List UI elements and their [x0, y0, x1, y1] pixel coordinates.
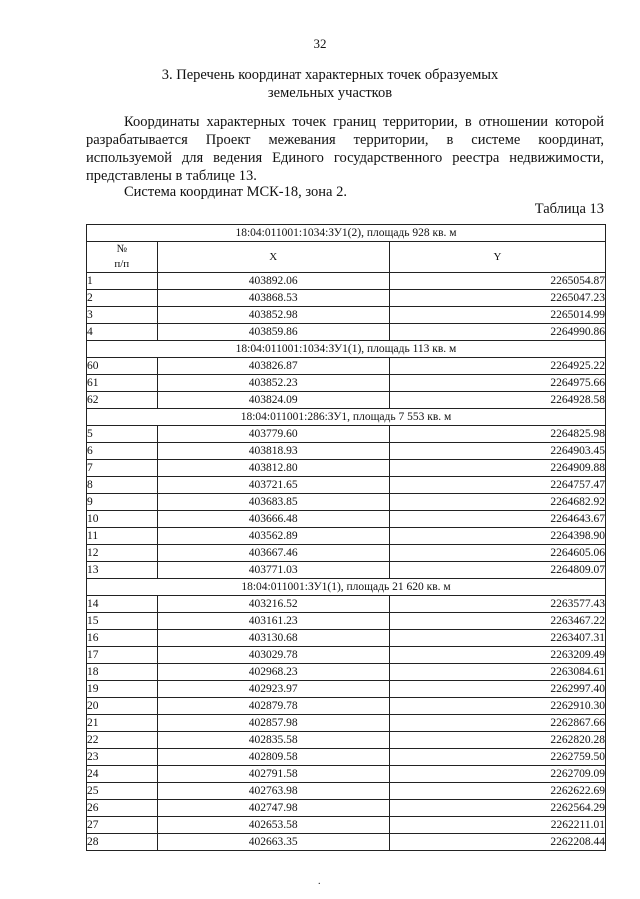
table-row: [87, 426, 606, 443]
coord-y: 2263467.22: [389, 613, 605, 630]
coord-y: 2265054.87: [389, 273, 605, 290]
coord-x: 403859.86: [157, 324, 389, 341]
table-row: [87, 749, 606, 766]
coord-x: 403216.52: [157, 596, 389, 613]
coordinates-table: [86, 224, 606, 851]
section-title-row: [87, 341, 606, 358]
coord-x: 403868.53: [157, 290, 389, 307]
page-number: 32: [313, 36, 327, 51]
coord-x: 403667.46: [157, 545, 389, 562]
table-header-row: [87, 242, 606, 273]
point-number: 14: [87, 596, 158, 613]
table-row: [87, 647, 606, 664]
header-x: X: [157, 242, 389, 273]
coord-y: 2262622.69: [389, 783, 605, 800]
section-title: 18:04:011001:1034:ЗУ1(2), площадь 928 кв. м: [87, 225, 606, 242]
coord-y: 2262997.40: [389, 681, 605, 698]
section-title-row: [87, 225, 606, 242]
coord-y: 2263209.49: [389, 647, 605, 664]
coord-y: 2264903.45: [389, 443, 605, 460]
section-title-row: [87, 409, 606, 426]
coord-y: 2263407.31: [389, 630, 605, 647]
table-row: [87, 545, 606, 562]
coord-y: 2264605.06: [389, 545, 605, 562]
coord-y: 2264925.22: [389, 358, 605, 375]
coord-x: 402809.58: [157, 749, 389, 766]
coord-x: 403161.23: [157, 613, 389, 630]
point-number: 62: [87, 392, 158, 409]
coord-x: 403721.65: [157, 477, 389, 494]
coord-y: 2262820.28: [389, 732, 605, 749]
table-row: [87, 613, 606, 630]
point-number: 1: [87, 273, 158, 290]
point-number: 21: [87, 715, 158, 732]
header-y: Y: [389, 242, 605, 273]
table-row: [87, 494, 606, 511]
coord-y: 2262211.01: [389, 817, 605, 834]
table-row: [87, 783, 606, 800]
coord-x: 403826.87: [157, 358, 389, 375]
coord-y: 2264825.98: [389, 426, 605, 443]
table-row: [87, 358, 606, 375]
point-number: 6: [87, 443, 158, 460]
coord-y: 2262867.66: [389, 715, 605, 732]
point-number: 12: [87, 545, 158, 562]
section-title: 18:04:011001:286:ЗУ1, площадь 7 553 кв. м: [87, 409, 606, 426]
table-row: [87, 596, 606, 613]
table-row: [87, 443, 606, 460]
coord-y: 2263577.43: [389, 596, 605, 613]
coordinate-system-text: Система координат МСК-18, зона 2.: [124, 184, 347, 200]
coord-x: 402923.97: [157, 681, 389, 698]
point-number: 23: [87, 749, 158, 766]
intro-paragraph: Координаты характерных точек границ территории, в отношении которой разрабатывается Проект межевания территории, в системе координат, используемой для ведения Единого государственного реестра недвижимости, представлены в таблице 13.: [86, 114, 604, 184]
point-number: 8: [87, 477, 158, 494]
point-number: 16: [87, 630, 158, 647]
point-number: 4: [87, 324, 158, 341]
point-number: 25: [87, 783, 158, 800]
point-number: 28: [87, 834, 158, 851]
table-row: [87, 698, 606, 715]
coord-y: 2264909.88: [389, 460, 605, 477]
coord-y: 2265047.23: [389, 290, 605, 307]
coord-x: 403771.03: [157, 562, 389, 579]
table-caption: Таблица 13: [534, 201, 604, 217]
point-number: 61: [87, 375, 158, 392]
coord-x: 403683.85: [157, 494, 389, 511]
table-row: [87, 290, 606, 307]
coord-x: 402747.98: [157, 800, 389, 817]
coord-y: 2264682.92: [389, 494, 605, 511]
point-number: 10: [87, 511, 158, 528]
table-row: [87, 664, 606, 681]
table-row: [87, 460, 606, 477]
coord-x: 402763.98: [157, 783, 389, 800]
point-number: 22: [87, 732, 158, 749]
coord-x: 403824.09: [157, 392, 389, 409]
coord-x: 402653.58: [157, 817, 389, 834]
section-heading: [110, 66, 550, 102]
point-number: 15: [87, 613, 158, 630]
coord-x: 403812.80: [157, 460, 389, 477]
table-row: [87, 273, 606, 290]
coord-y: 2262709.09: [389, 766, 605, 783]
table-row: [87, 817, 606, 834]
coord-x: 403818.93: [157, 443, 389, 460]
point-number: 19: [87, 681, 158, 698]
coord-x: 402857.98: [157, 715, 389, 732]
coord-y: 2264809.07: [389, 562, 605, 579]
coord-x: 402663.35: [157, 834, 389, 851]
table-row: [87, 681, 606, 698]
coord-x: 402968.23: [157, 664, 389, 681]
table-row: [87, 528, 606, 545]
section-title-row: [87, 579, 606, 596]
point-number: 5: [87, 426, 158, 443]
coord-x: 403852.23: [157, 375, 389, 392]
coord-x: 403852.98: [157, 307, 389, 324]
point-number: 60: [87, 358, 158, 375]
coord-x: 403892.06: [157, 273, 389, 290]
table-row: [87, 715, 606, 732]
footer-mark: .: [318, 876, 321, 887]
point-number: 3: [87, 307, 158, 324]
point-number: 18: [87, 664, 158, 681]
table-row: [87, 392, 606, 409]
point-number: 13: [87, 562, 158, 579]
heading-line-1: 3. Перечень координат характерных точек образуемых: [161, 67, 499, 83]
coord-y: 2264643.67: [389, 511, 605, 528]
point-number: 27: [87, 817, 158, 834]
header-num: № п/п: [87, 242, 158, 273]
coord-x: 403779.60: [157, 426, 389, 443]
coord-y: 2262208.44: [389, 834, 605, 851]
coord-y: 2265014.99: [389, 307, 605, 324]
point-number: 2: [87, 290, 158, 307]
point-number: 7: [87, 460, 158, 477]
table-row: [87, 834, 606, 851]
coord-x: 403029.78: [157, 647, 389, 664]
table-row: [87, 307, 606, 324]
section-title: 18:04:011001:1034:ЗУ1(1), площадь 113 кв. м: [87, 341, 606, 358]
point-number: 24: [87, 766, 158, 783]
coord-y: 2264975.66: [389, 375, 605, 392]
coord-y: 2264990.86: [389, 324, 605, 341]
point-number: 11: [87, 528, 158, 545]
point-number: 20: [87, 698, 158, 715]
coord-y: 2262759.50: [389, 749, 605, 766]
table-row: [87, 324, 606, 341]
coord-y: 2264928.58: [389, 392, 605, 409]
coord-x: 402791.58: [157, 766, 389, 783]
heading-line-2: земельных участков: [267, 85, 393, 101]
coord-x: 402879.78: [157, 698, 389, 715]
coord-x: 403130.68: [157, 630, 389, 647]
section-title: 18:04:011001:ЗУ1(1), площадь 21 620 кв. м: [87, 579, 606, 596]
coord-y: 2264398.90: [389, 528, 605, 545]
point-number: 9: [87, 494, 158, 511]
coord-y: 2262910.30: [389, 698, 605, 715]
table-row: [87, 732, 606, 749]
table-row: [87, 375, 606, 392]
table-row: [87, 800, 606, 817]
coord-x: 402835.58: [157, 732, 389, 749]
coord-y: 2264757.47: [389, 477, 605, 494]
table-row: [87, 477, 606, 494]
coord-x: 403562.89: [157, 528, 389, 545]
coord-x: 403666.48: [157, 511, 389, 528]
table-row: [87, 766, 606, 783]
point-number: 26: [87, 800, 158, 817]
coord-y: 2263084.61: [389, 664, 605, 681]
coord-y: 2262564.29: [389, 800, 605, 817]
point-number: 17: [87, 647, 158, 664]
table-row: [87, 630, 606, 647]
table-row: [87, 511, 606, 528]
table-row: [87, 562, 606, 579]
